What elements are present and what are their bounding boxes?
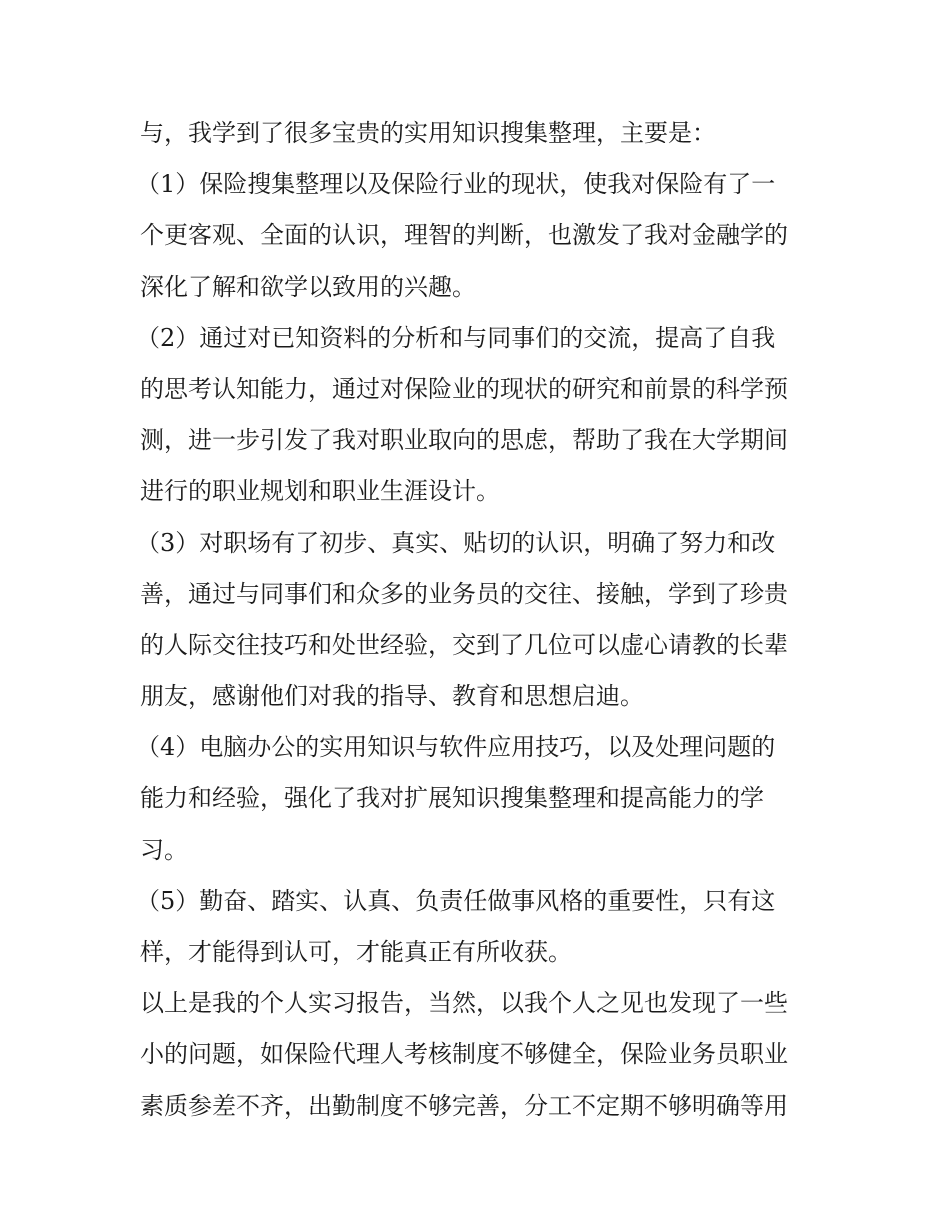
text-line: 习。 xyxy=(140,835,188,864)
text-line: 素质参差不齐，出勤制度不够完善，分工不定期不够明确等用 xyxy=(140,1091,788,1120)
body-text xyxy=(136,108,820,1132)
text-line: 与，我学到了很多宝贵的实用知识搜集整理，主要是： xyxy=(140,119,716,147)
text-line: 测，进一步引发了我对职业取向的思虑，帮助了我在大学期间 xyxy=(140,426,788,455)
text-line: 小的问题，如保险代理人考核制度不够健全，保险业务员职业 xyxy=(140,1040,788,1069)
text-line: （3）对职场有了初步、真实、贴切的认识，明确了努力和改 xyxy=(136,528,776,557)
text-line: （4）电脑办公的实用知识与软件应用技巧，以及处理问题的 xyxy=(136,733,776,762)
text-line: （5）勤奋、踏实、认真、负责任做事风格的重要性，只有这 xyxy=(136,886,776,915)
text-line: 善，通过与同事们和众多的业务员的交往、接触，学到了珍贵 xyxy=(140,579,788,608)
text-line: （2）通过对已知资料的分析和与同事们的交流，提高了自我 xyxy=(136,323,776,352)
text-line: 能力和经验，强化了我对扩展知识搜集整理和提高能力的学 xyxy=(140,784,764,813)
text-line: 的思考认知能力，通过对保险业的现状的研究和前景的科学预 xyxy=(140,374,788,403)
text-line: 的人际交往技巧和处世经验，交到了几位可以虚心请教的长辈 xyxy=(140,630,788,659)
text-line: 以上是我的个人实习报告，当然，以我个人之见也发现了一些 xyxy=(140,989,788,1018)
text-line: 个更客观、全面的认识，理智的判断，也激发了我对金融学的 xyxy=(140,221,788,250)
text-line: 进行的职业规划和职业生涯设计。 xyxy=(140,477,500,506)
text-line: （1）保险搜集整理以及保险行业的现状，使我对保险有了一 xyxy=(136,170,776,199)
text-line: 样，才能得到认可，才能真正有所收获。 xyxy=(140,938,572,966)
text-line: 朋友，感谢他们对我的指导、教育和思想启迪。 xyxy=(140,682,644,711)
text-line: 深化了解和欲学以致用的兴趣。 xyxy=(140,272,476,301)
